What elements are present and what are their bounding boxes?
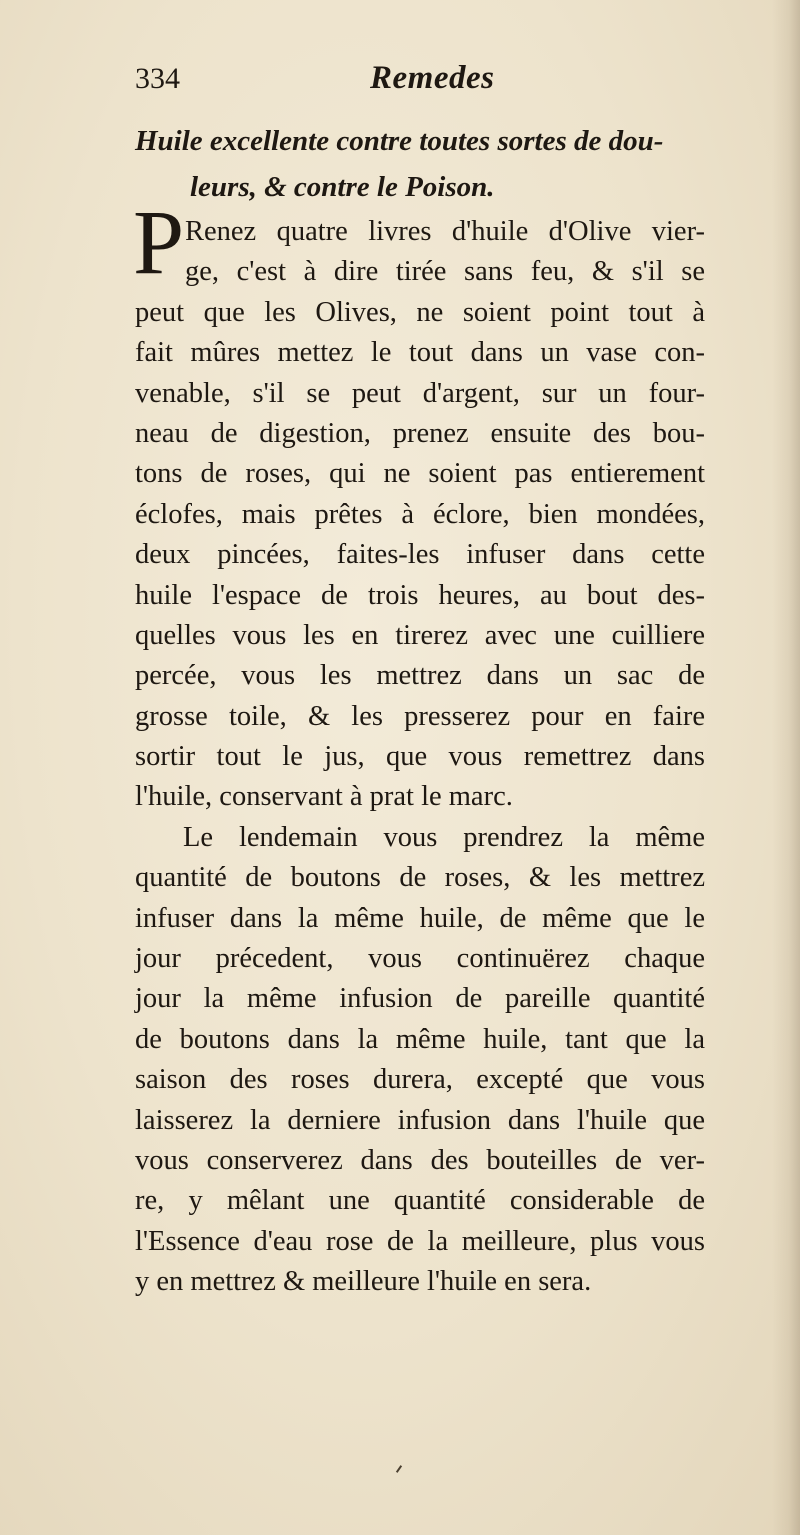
text-line: Renez quatre livres d'huile d'Olive vier- xyxy=(185,216,705,247)
text-line: quantité de boutons de roses, & les mettrez xyxy=(135,862,705,894)
text-line: quelles vous les en tirerez avec une cuilliere xyxy=(135,619,705,651)
text-line: deux pincées, faites-les infuser dans cette xyxy=(135,539,705,571)
body-text xyxy=(135,212,705,1303)
text-line: Le lendemain vous prendrez la même xyxy=(183,821,705,853)
text-line: ge, c'est à dire tirée sans feu, & s'il se xyxy=(185,256,705,288)
text-line: jour la même infusion de pareille quantité xyxy=(135,983,705,1015)
text-line: l'huile, conservant à prat le marc. xyxy=(135,781,513,813)
text-line: y en mettrez & meilleure l'huile en sera. xyxy=(135,1266,592,1298)
text-line: de boutons dans la même huile, tant que la xyxy=(135,1023,705,1055)
text-line: infuser dans la même huile, de même que le xyxy=(135,902,705,934)
text-line: percée, vous les mettrez dans un sac de xyxy=(135,660,705,692)
text-line: laisserez la derniere infusion dans l'huile que xyxy=(135,1104,705,1136)
text-line: grosse toile, & les presserez pour en faire xyxy=(135,700,705,732)
text-line: jour précedent, vous continuërez chaque xyxy=(135,943,705,975)
text-line: huile l'espace de trois heures, au bout des- xyxy=(135,579,705,611)
text-line: peut que les Olives, ne soient point tout à xyxy=(135,296,705,328)
text-line: tons de roses, qui ne soient pas entierement xyxy=(135,458,705,490)
page-header xyxy=(135,62,695,102)
text-line: sortir tout le jus, que vous remettrez dans xyxy=(135,741,705,773)
running-title: Remedes xyxy=(370,60,495,96)
page-number: 334 xyxy=(135,62,180,95)
text-line: venable, s'il se peut d'argent, sur un four- xyxy=(135,377,705,409)
text-line: re, y mêlant une quantité considerable de xyxy=(135,1185,705,1217)
text-line: éclofes, mais prêtes à éclore, bien mondées, xyxy=(135,498,705,530)
recipe-title-line-1: Huile excellente contre toutes sortes de dou- xyxy=(135,125,664,157)
recipe-title-line-2: leurs, & contre le Poison. xyxy=(190,171,495,203)
drop-cap: P xyxy=(133,191,185,293)
text-line: neau de digestion, prenez ensuite des bou- xyxy=(135,417,705,449)
text-line: l'Essence d'eau rose de la meilleure, plus vous xyxy=(135,1225,705,1257)
page-edge-shadow xyxy=(772,0,800,1535)
text-line: vous conserverez dans des bouteilles de ver- xyxy=(135,1144,705,1176)
recipe-title xyxy=(135,118,700,210)
text-line: fait mûres mettez le tout dans un vase con- xyxy=(135,337,705,369)
text-line: saison des roses durera, excepté que vous xyxy=(135,1064,705,1096)
